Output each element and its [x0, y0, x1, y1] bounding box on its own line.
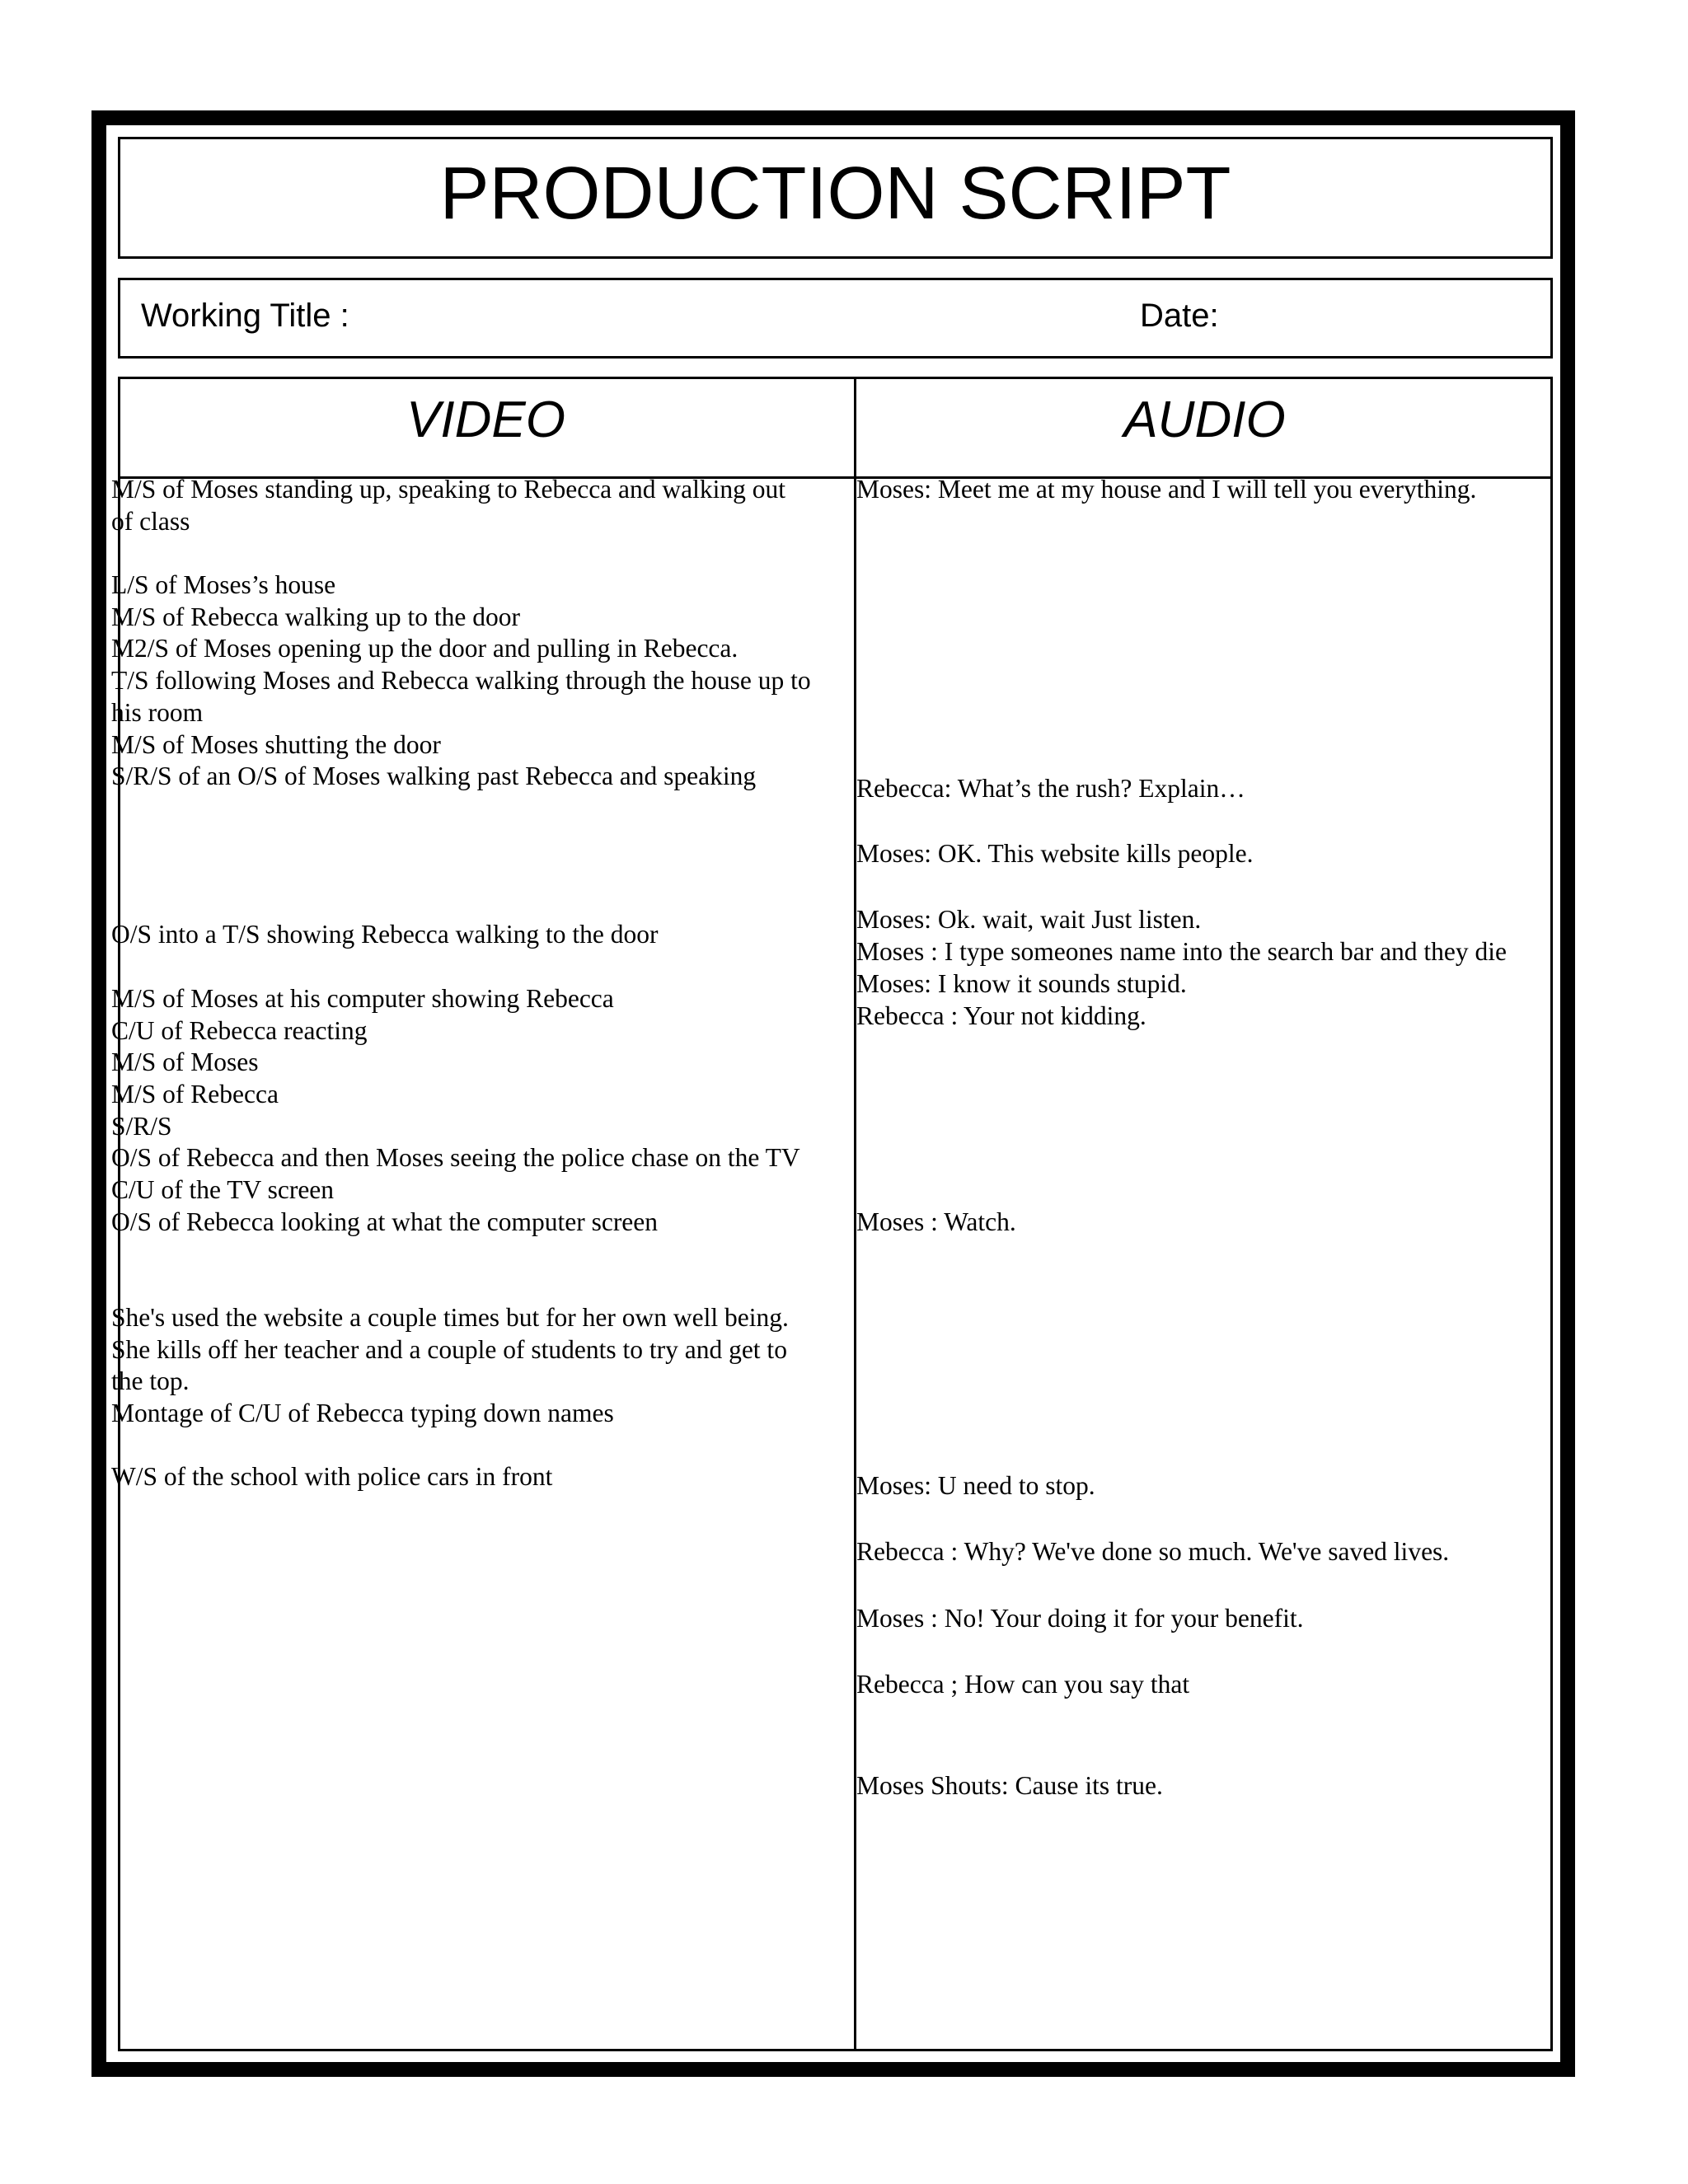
- date-label: Date:: [1140, 298, 1219, 334]
- audio-line: Moses Shouts: Cause its true.: [856, 1771, 1163, 1800]
- title-box: [118, 137, 1553, 259]
- video-line: W/S of the school with police cars in front: [111, 1462, 553, 1491]
- video-line: the top.: [111, 1366, 190, 1395]
- video-line: O/S into a T/S showing Rebecca walking to the door: [111, 920, 659, 949]
- video-line: O/S of Rebecca looking at what the computer screen: [111, 1207, 659, 1236]
- audio-line: Moses: Ok. wait, wait Just listen.: [856, 905, 1202, 934]
- video-line: She's used the website a couple times but for her own well being.: [111, 1303, 789, 1332]
- audio-line: Rebecca: What’s the rush? Explain…: [856, 774, 1245, 803]
- audio-line: Rebecca ; How can you say that: [856, 1670, 1190, 1699]
- video-line: M/S of Rebecca walking up to the door: [111, 602, 521, 631]
- video-line: M/S of Moses shutting the door: [111, 730, 441, 759]
- video-line: O/S of Rebecca and then Moses seeing the police chase on the TV: [111, 1143, 800, 1172]
- video-line: of class: [111, 507, 190, 536]
- audio-line: Moses : I type someones name into the search bar and they die: [856, 937, 1507, 966]
- video-line: S/R/S of an O/S of Moses walking past Rebecca and speaking: [111, 762, 757, 790]
- meta-box: [118, 278, 1553, 359]
- video-line: S/R/S: [111, 1112, 172, 1141]
- video-line: T/S following Moses and Rebecca walking through the house up to: [111, 666, 811, 695]
- audio-line: Moses: I know it sounds stupid.: [856, 969, 1187, 998]
- working-title-label: Working Title :: [141, 298, 349, 334]
- audio-line: Moses : No! Your doing it for your benefit.: [856, 1604, 1304, 1633]
- audio-line: Moses : Watch.: [856, 1207, 1016, 1236]
- audio-column-header: AUDIO: [1123, 391, 1286, 448]
- video-line: M/S of Moses: [111, 1047, 259, 1076]
- video-line: Montage of C/U of Rebecca typing down names: [111, 1399, 614, 1427]
- audio-line: Rebecca : Why? We've done so much. We've saved lives.: [856, 1537, 1450, 1566]
- audio-line: Rebecca : Your not kidding.: [856, 1001, 1146, 1030]
- video-line: She kills off her teacher and a couple of students to try and get to: [111, 1335, 787, 1364]
- audio-line: Moses: OK. This website kills people.: [856, 839, 1254, 868]
- audio-line: Moses: U need to stop.: [856, 1471, 1095, 1500]
- page-title: PRODUCTION SCRIPT: [439, 152, 1231, 235]
- video-line: M/S of Rebecca: [111, 1080, 279, 1108]
- video-line: his room: [111, 698, 204, 727]
- video-line: C/U of Rebecca reacting: [111, 1016, 368, 1045]
- video-line: M/S of Moses standing up, speaking to Rebecca and walking out: [111, 475, 786, 504]
- video-line: M/S of Moses at his computer showing Rebecca: [111, 984, 614, 1013]
- video-column-header: VIDEO: [406, 391, 565, 448]
- video-line: L/S of Moses’s house: [111, 570, 336, 599]
- video-line: M2/S of Moses opening up the door and pulling in Rebecca.: [111, 634, 738, 663]
- video-line: C/U of the TV screen: [111, 1175, 335, 1204]
- audio-line: Moses: Meet me at my house and I will tell you everything.: [856, 475, 1477, 504]
